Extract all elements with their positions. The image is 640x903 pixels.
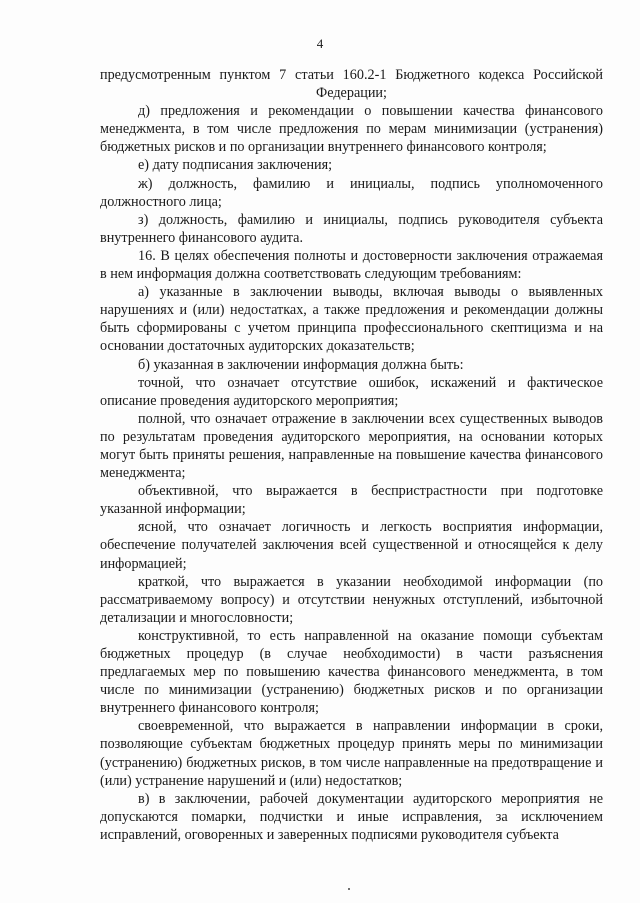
paragraph-item-a: а) указанные в заключении выводы, включая выводы о выявленных нарушениях и (или) недостатках, а также предложения и рекомендации должны быть сформированы с учетом принципа профессионального скептицизма и на основании достаточных аудиторских доказательств; [100,284,603,355]
paragraph-item-b: б) указанная в заключении информация должна быть: [138,356,464,373]
paragraph-item-v: в) в заключении, рабочей документации аудиторского мероприятия не допускаются помарки, подчистки и иные исправления, за исключением исправлений, оговоренных и заверенных подписями руководителя субъекта [100,790,603,843]
paragraph-timely: своевременной, что выражается в направлении информации в сроки, позволяющие субъектам бюджетных процедур принять меры по минимизации (устранению) бюджетных рисков, в том числе направленные на предотвращение и (или) устранение нарушений и (или) недостатков; [100,718,603,789]
document-body [100,66,603,844]
scan-speck [348,888,350,890]
paragraph-continuation: предусмотренным пунктом 7 статьи 160.2-1 Бюджетного кодекса Российской Федерации; [100,67,603,102]
paragraph-item-z: з) должность, фамилию и инициалы, подпись руководителя субъекта внутреннего финансового аудита. [100,211,603,246]
paragraph-objective: объективной, что выражается в беспристрастности при подготовке указанной информации; [100,483,603,518]
paragraph-accurate: точной, что означает отсутствие ошибок, искажений и фактическое описание проведения аудиторского мероприятия; [100,374,603,409]
paragraph-clear: ясной, что означает логичность и легкость восприятия информации, обеспечение получателей заключения всей существенной и относящейся к делу информацией; [100,519,603,572]
page-number: 4 [316,36,324,51]
paragraph-item-zh: ж) должность, фамилию и инициалы, подпись уполномоченного должностного лица; [100,175,603,210]
paragraph-complete: полной, что означает отражение в заключении всех существенных выводов по результатам проведения аудиторского мероприятия, на основании которых могут быть приняты решения, направленные на повышение качества финансового менеджмента; [100,410,603,482]
paragraph-item-e: е) дату подписания заключения; [138,157,333,174]
paragraph-constructive: конструктивной, то есть направленной на оказание помощи субъектам бюджетных процедур (в случае необходимости) в части разъяснения предлагаемых мер по повышению качества финансового менеджмента, в том числе по минимизации (устранению) бюджетных рисков и по организации внутреннего финансового контроля; [100,627,603,717]
paragraph-clause-16: 16. В целях обеспечения полноты и достоверности заключения отражаемая в нем информация должна соответствовать следующим требованиям: [100,247,603,283]
paragraph-brief: краткой, что выражается в указании необходимой информации (по рассматриваемому вопросу) и отсутствии ненужных отступлений, избыточной детализации и многословности; [100,573,603,626]
paragraph-item-d: д) предложения и рекомендации о повышении качества финансового менеджмента, в том числе предложения по мерам минимизации (устранения) бюджетных рисков и по организации внутреннего финансового контроля; [100,103,603,156]
